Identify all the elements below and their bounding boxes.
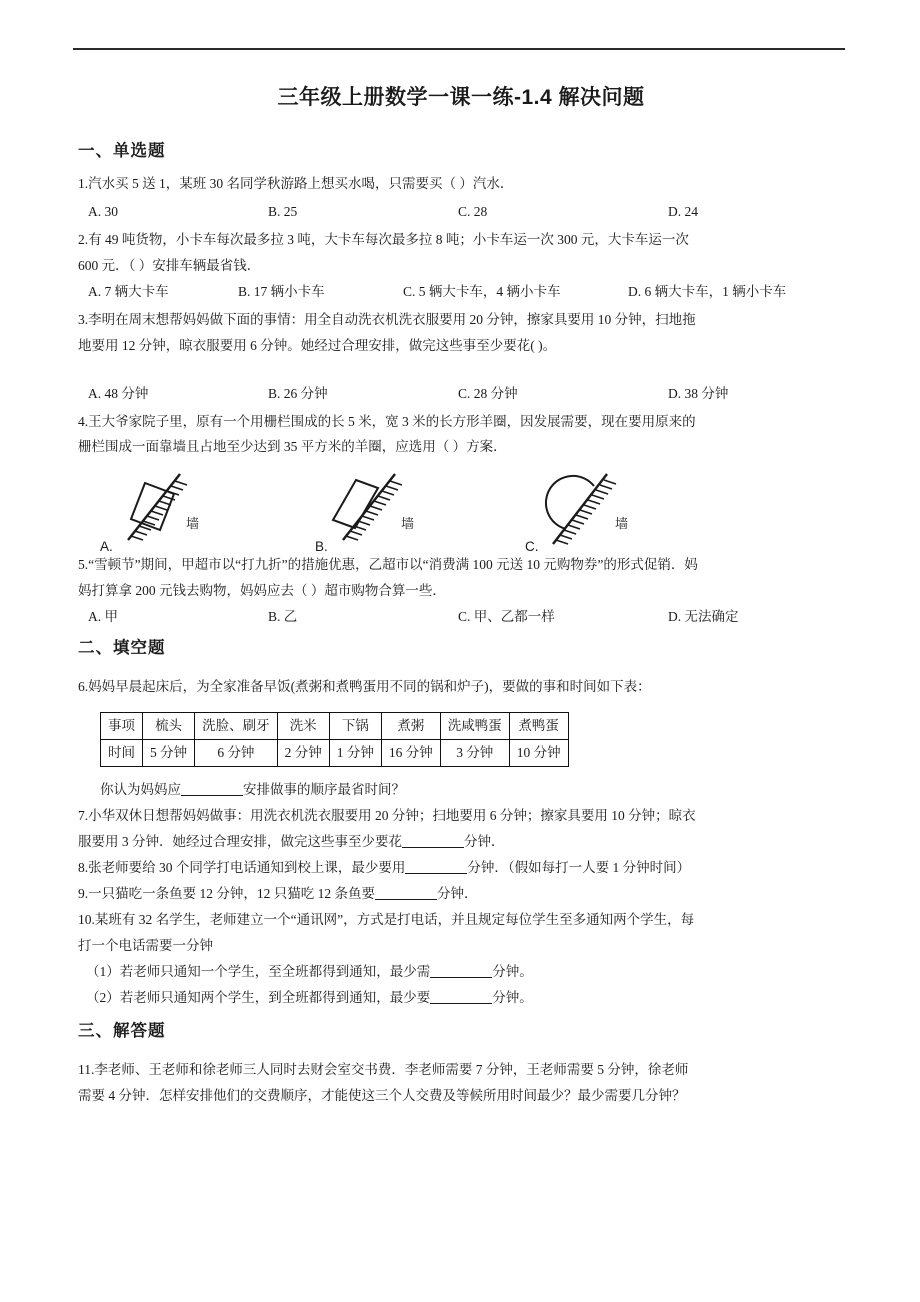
question-2-option-b[interactable]: B. 17 辆小卡车 (238, 283, 325, 299)
question-4-option-c-label[interactable]: C. (525, 539, 539, 555)
question-5-option-a[interactable]: A. 甲 (88, 609, 118, 625)
table-cell-time-6: 10 分钟 (509, 740, 568, 767)
question-10-sub-2-before: （2）若老师只通知两个学生，到全班都得到通知，最少要 (86, 989, 431, 1005)
table-cell-item-6: 煮鸭蛋 (509, 712, 568, 739)
question-4-stem-line-1: 4.王大爷家院子里，原有一个用栅栏围成的长 5 米，宽 3 米的长方形羊圈，因发展需要，现在要用原来的 (78, 413, 696, 429)
question-1-option-d[interactable]: D. 24 (668, 204, 698, 220)
question-8-text-after-blank: 分钟．（假如每打一人要 1 分钟时间） (467, 860, 691, 876)
table-cell-time-5: 3 分钟 (440, 740, 509, 767)
table-cell-time-4: 16 分钟 (381, 740, 440, 767)
semicircle-pen-diagram (525, 466, 725, 555)
question-1-stem: 1.汽水买 5 送 1，某班 30 名同学秋游路上想买水喝，只需要买（ ）汽水． (78, 176, 514, 192)
question-6-table-wrap (100, 712, 844, 768)
answer-blank-8[interactable] (405, 873, 467, 874)
question-1-option-c[interactable]: C. 28 (458, 204, 488, 220)
table-cell-item-2: 洗米 (277, 712, 329, 739)
spacer-after-question-3 (78, 359, 844, 381)
question-10-sub-2-after: 分钟。 (492, 989, 533, 1005)
question-4-option-b-label[interactable]: B. (315, 539, 328, 555)
question-3-option-b[interactable]: B. 26 分钟 (268, 385, 328, 401)
question-10-sub-1-after: 分钟。 (492, 963, 533, 979)
question-5-option-d[interactable]: D. 无法确定 (668, 609, 739, 625)
section-heading-answer-questions: 三、解答题 (78, 1021, 166, 1040)
question-7-text-after-blank: 分钟． (464, 834, 505, 850)
question-8 (78, 855, 844, 881)
question-6-followup-before: 你认为妈妈应 (100, 782, 181, 798)
table-cell-time-0: 5 分钟 (143, 740, 195, 767)
schedule-table (100, 712, 569, 768)
question-6-stem: 6.妈妈早晨起床后，为全家准备早饭(煮粥和煮鸭蛋用不同的锅和炉子)，要做的事和时间如下表： (78, 679, 651, 695)
question-1-option-b[interactable]: B. 25 (268, 204, 298, 220)
wall-label-c: 墙 (615, 516, 629, 532)
table-row-items (101, 712, 569, 739)
answer-blank-10-2[interactable] (430, 1003, 492, 1004)
answer-blank-7[interactable] (402, 847, 464, 848)
question-3-option-c[interactable]: C. 28 分钟 (458, 385, 518, 401)
section-heading-fill-in-blank: 二、填空题 (78, 639, 166, 658)
table-row-header-time: 时间 (101, 740, 143, 767)
document-content (78, 84, 844, 1108)
question-7-text-before-blank: 服要用 3 分钟．她经过合理安排，做完这些事至少要花 (78, 834, 402, 850)
question-10-stem-line-2: 打一个电话需要一分钟 (78, 937, 213, 953)
question-9 (78, 881, 844, 907)
question-10-sub-1-before: （1）若老师只通知一个学生，至全班都得到通知，最少需 (86, 963, 431, 979)
table-cell-item-0: 梳头 (143, 712, 195, 739)
question-5-stem-line-2: 妈打算拿 200 元钱去购物，妈妈应去（ ）超市购物合算一些． (78, 583, 446, 599)
table-row-header-item: 事项 (101, 712, 143, 739)
table-cell-time-1: 6 分钟 (195, 740, 278, 767)
question-10-sub-1 (78, 959, 844, 985)
question-3-option-d[interactable]: D. 38 分钟 (668, 385, 729, 401)
question-4-stem-line-2: 栅栏围成一面靠墙且占地至少达到 35 平方米的羊圈，应选用（ ）方案． (78, 439, 507, 455)
question-4-figures (78, 466, 844, 555)
answer-blank-6[interactable] (181, 795, 243, 796)
question-2-option-a[interactable]: A. 7 辆大卡车 (88, 283, 169, 299)
question-9-text-before-blank: 9.一只猫吃一条鱼要 12 分钟，12 只猫吃 12 条鱼要 (78, 886, 375, 902)
question-3-stem-line-2: 地要用 12 分钟，晾衣服要用 6 分钟。她经过合理安排，做完这些事至少要花( )。 (78, 337, 557, 353)
wall-label-b: 墙 (401, 516, 415, 532)
question-2-option-c[interactable]: C. 5 辆大卡车，4 辆小卡车 (403, 283, 561, 299)
question-3-stem-line-1: 3.李明在周末想帮妈妈做下面的事情：用全自动洗衣机洗衣服要用 20 分钟，擦家具要用 10 分钟，扫地拖 (78, 311, 696, 327)
question-8-text-before-blank: 8.张老师要给 30 个同学打电话通知到校上课，最少要用 (78, 860, 406, 876)
question-1-options (78, 199, 844, 225)
question-10-stem-line-1: 10.某班有 32 名学生，老师建立一个“通讯网”，方式是打电话，并且规定每位学生至多通知两个学生，每 (78, 912, 695, 928)
question-6-followup-after: 安排做事的顺序最省时间？ (243, 782, 405, 798)
question-2-stem-line-1: 2.有 49 吨货物，小卡车每次最多拉 3 吨，大卡车每次最多拉 8 吨；小卡车运一次 300 元，大卡车运一次 (78, 232, 689, 248)
question-4-figure-a[interactable] (100, 466, 300, 555)
wall-label-a: 墙 (186, 516, 200, 532)
answer-blank-10-1[interactable] (430, 977, 492, 978)
question-5-options (78, 604, 844, 630)
question-2-options (78, 279, 844, 305)
table-cell-item-1: 洗脸、刷牙 (195, 712, 278, 739)
question-3-options (78, 381, 844, 407)
question-11-stem-line-1: 11.李老师、王老师和徐老师三人同时去财会室交书费．李老师需要 7 分钟，王老师需要 5 分钟，徐老师 (78, 1061, 689, 1077)
question-7-stem-line-1: 7.小华双休日想帮妈妈做事：用洗衣机洗衣服要用 20 分钟；扫地要用 6 分钟；擦家具要用 10 分钟；晾衣 (78, 808, 696, 824)
question-5-stem-line-1: 5.“雪顿节”期间，甲超市以“打九折”的措施优惠，乙超市以“消费满 100 元送 10 元购物券”的形式促销．妈 (78, 557, 698, 573)
question-6-followup (78, 777, 844, 803)
table-cell-item-5: 洗咸鸭蛋 (440, 712, 509, 739)
question-4-figure-b[interactable] (315, 466, 515, 555)
question-4-option-a-label[interactable]: A. (100, 539, 113, 555)
table-cell-time-2: 2 分钟 (277, 740, 329, 767)
page-title: 三年级上册数学一课一练-1.4 解决问题 (277, 86, 645, 109)
question-5-option-b[interactable]: B. 乙 (268, 609, 298, 625)
answer-blank-9[interactable] (375, 899, 437, 900)
header-rule (73, 48, 845, 50)
table-cell-time-3: 1 分钟 (329, 740, 381, 767)
question-2-option-d[interactable]: D. 6 辆大卡车，1 辆小卡车 (628, 283, 787, 299)
question-9-text-after-blank: 分钟． (437, 886, 478, 902)
question-4-figure-c[interactable] (525, 466, 725, 555)
question-7-stem-line-2 (78, 829, 844, 855)
table-cell-item-4: 煮粥 (381, 712, 440, 739)
question-11-stem-line-2: 需要 4 分钟．怎样安排他们的交费顺序，才能使这三个人交费及等候所用时间最少？最少需要几分钟？ (78, 1087, 686, 1103)
square-pen-diagram (100, 466, 300, 555)
question-10-sub-2 (78, 985, 844, 1011)
question-2-stem-line-2: 600 元．（ ）安排车辆最省钱． (78, 258, 261, 274)
table-cell-item-3: 下锅 (329, 712, 381, 739)
question-5-option-c[interactable]: C. 甲、乙都一样 (458, 609, 555, 625)
question-1-option-a[interactable]: A. 30 (88, 204, 118, 220)
question-3-option-a[interactable]: A. 48 分钟 (88, 385, 149, 401)
section-heading-single-choice: 一、单选题 (78, 142, 166, 161)
table-row-times (101, 740, 569, 767)
rectangle-pen-diagram (315, 466, 515, 555)
